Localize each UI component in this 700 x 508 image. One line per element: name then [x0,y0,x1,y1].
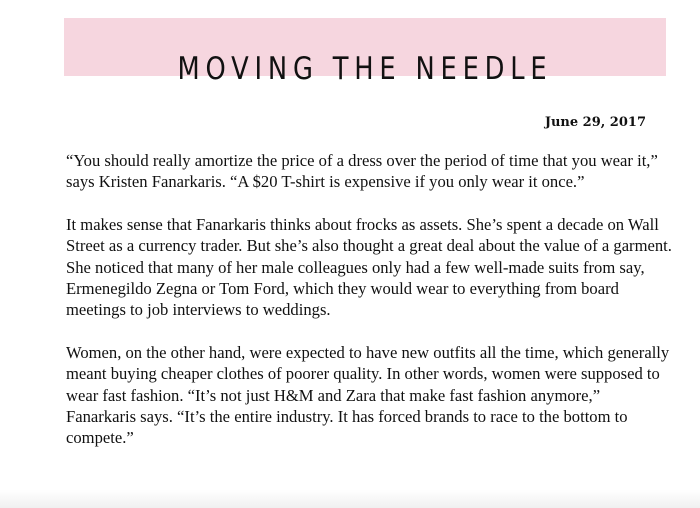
article-paragraph: Women, on the other hand, were expected to have new outfits all the time, which generally meant buying cheaper clothes of poorer quality. In other words, women were supposed to wear fast fashion. “It’s not just H&M and Zara that make fast fashion anymore,” Fanarkaris says. “It’s the entire industry. It has forced brands to race to the bottom to compete.” [66,343,670,448]
article-paragraph: It makes sense that Fanarkaris thinks about frocks as assets. She’s spent a decade on Wall Street as a currency trader. But she’s also thought a great deal about the value of a garment. She noticed that many of her male colleagues only had a few well-made suits from say, Ermenegildo Zegna or Tom Ford, which they would wear to everything from board meetings to job interviews to weddings. [66,215,672,320]
bottom-fade [0,490,700,508]
page-title: MOVING THE NEEDLE [177,51,553,87]
publish-date: June 29, 2017 [544,115,646,130]
article-paragraph: “You should really amortize the price of a dress over the period of time that you wear it,” says Kristen Fanarkaris. “A $20 T-shirt is expensive if you only wear it once.” [66,151,658,192]
article-body [66,150,674,470]
